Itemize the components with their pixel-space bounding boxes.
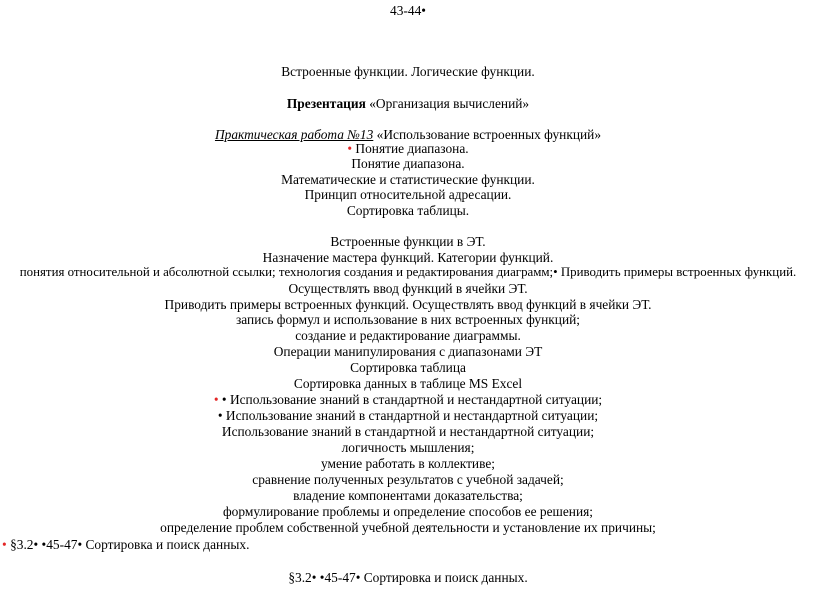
text-line-12: создание и редактирование диаграммы. bbox=[295, 328, 521, 343]
text-line-24: определение проблем собственной учебной деятельности и установление их причины; bbox=[160, 520, 656, 535]
line-16-text: • Использование знаний в стандартной и нестандартной ситуации; bbox=[221, 392, 603, 407]
text-line-20: умение работать в коллективе; bbox=[320, 456, 496, 471]
lesson-title: Встроенные функции. Логические функции. bbox=[281, 64, 535, 79]
text-line-18: Использование знаний в стандартной и нестандартной ситуации; bbox=[221, 424, 595, 439]
practical-line bbox=[0, 127, 816, 142]
presentation-label: Презентация bbox=[286, 96, 366, 111]
text-line-7: Назначение мастера функций. Категории функций. bbox=[262, 250, 554, 265]
practical-value: «Использование встроенных функций» bbox=[373, 127, 602, 142]
line-25-text: §3.2• •45-47• Сортировка и поиск данных. bbox=[10, 537, 250, 552]
text-line-14: Сортировка таблица bbox=[350, 360, 466, 375]
text-line-10: Приводить примеры встроенных функций. Осуществлять ввод функций в ячейки ЭТ. bbox=[164, 297, 652, 312]
text-line-4: Принцип относительной адресации. bbox=[304, 187, 512, 202]
text-line-9: Осуществлять ввод функций в ячейки ЭТ. bbox=[288, 281, 528, 296]
red-bullet-icon: • bbox=[2, 537, 7, 552]
presentation-value: «Организация вычислений» bbox=[369, 96, 530, 111]
presentation-line bbox=[0, 96, 816, 111]
text-line-16 bbox=[0, 392, 816, 407]
text-line-22: владение компонентами доказательства; bbox=[293, 488, 523, 503]
text-line-21: сравнение полученных результатов с учебной задачей; bbox=[252, 472, 564, 487]
page-number: 43-44• bbox=[390, 3, 426, 18]
text-line-8: понятия относительной и абсолютной ссылки; технология создания и редактирования диаграмм;• Приводить примеры встроенных функций. bbox=[19, 265, 797, 279]
text-line-26: §3.2• •45-47• Сортировка и поиск данных. bbox=[288, 570, 528, 585]
text-line-6: Встроенные функции в ЭТ. bbox=[330, 234, 486, 249]
line-1-text: Понятие диапазона. bbox=[355, 141, 469, 156]
text-line-1 bbox=[0, 141, 816, 156]
text-line-17: • Использование знаний в стандартной и нестандартной ситуации; bbox=[217, 408, 599, 423]
practical-label: Практическая работа №13 bbox=[214, 127, 374, 142]
text-line-5: Сортировка таблицы. bbox=[346, 203, 470, 218]
text-line-25 bbox=[2, 537, 816, 552]
text-line-19: логичность мышления; bbox=[341, 440, 475, 455]
text-line-11: запись формул и использование в них встроенных функций; bbox=[235, 312, 581, 327]
red-bullet-icon: • bbox=[213, 392, 219, 407]
text-line-13: Операции манипулирования с диапазонами ЭТ bbox=[273, 344, 543, 359]
text-line-15: Сортировка данных в таблице MS Excel bbox=[293, 376, 523, 391]
red-bullet-icon: • bbox=[347, 141, 353, 156]
text-line-2: Понятие диапазона. bbox=[351, 156, 465, 171]
text-line-23: формулирование проблемы и определение способов ее решения; bbox=[222, 504, 593, 519]
text-line-3: Математические и статистические функции. bbox=[281, 172, 535, 187]
